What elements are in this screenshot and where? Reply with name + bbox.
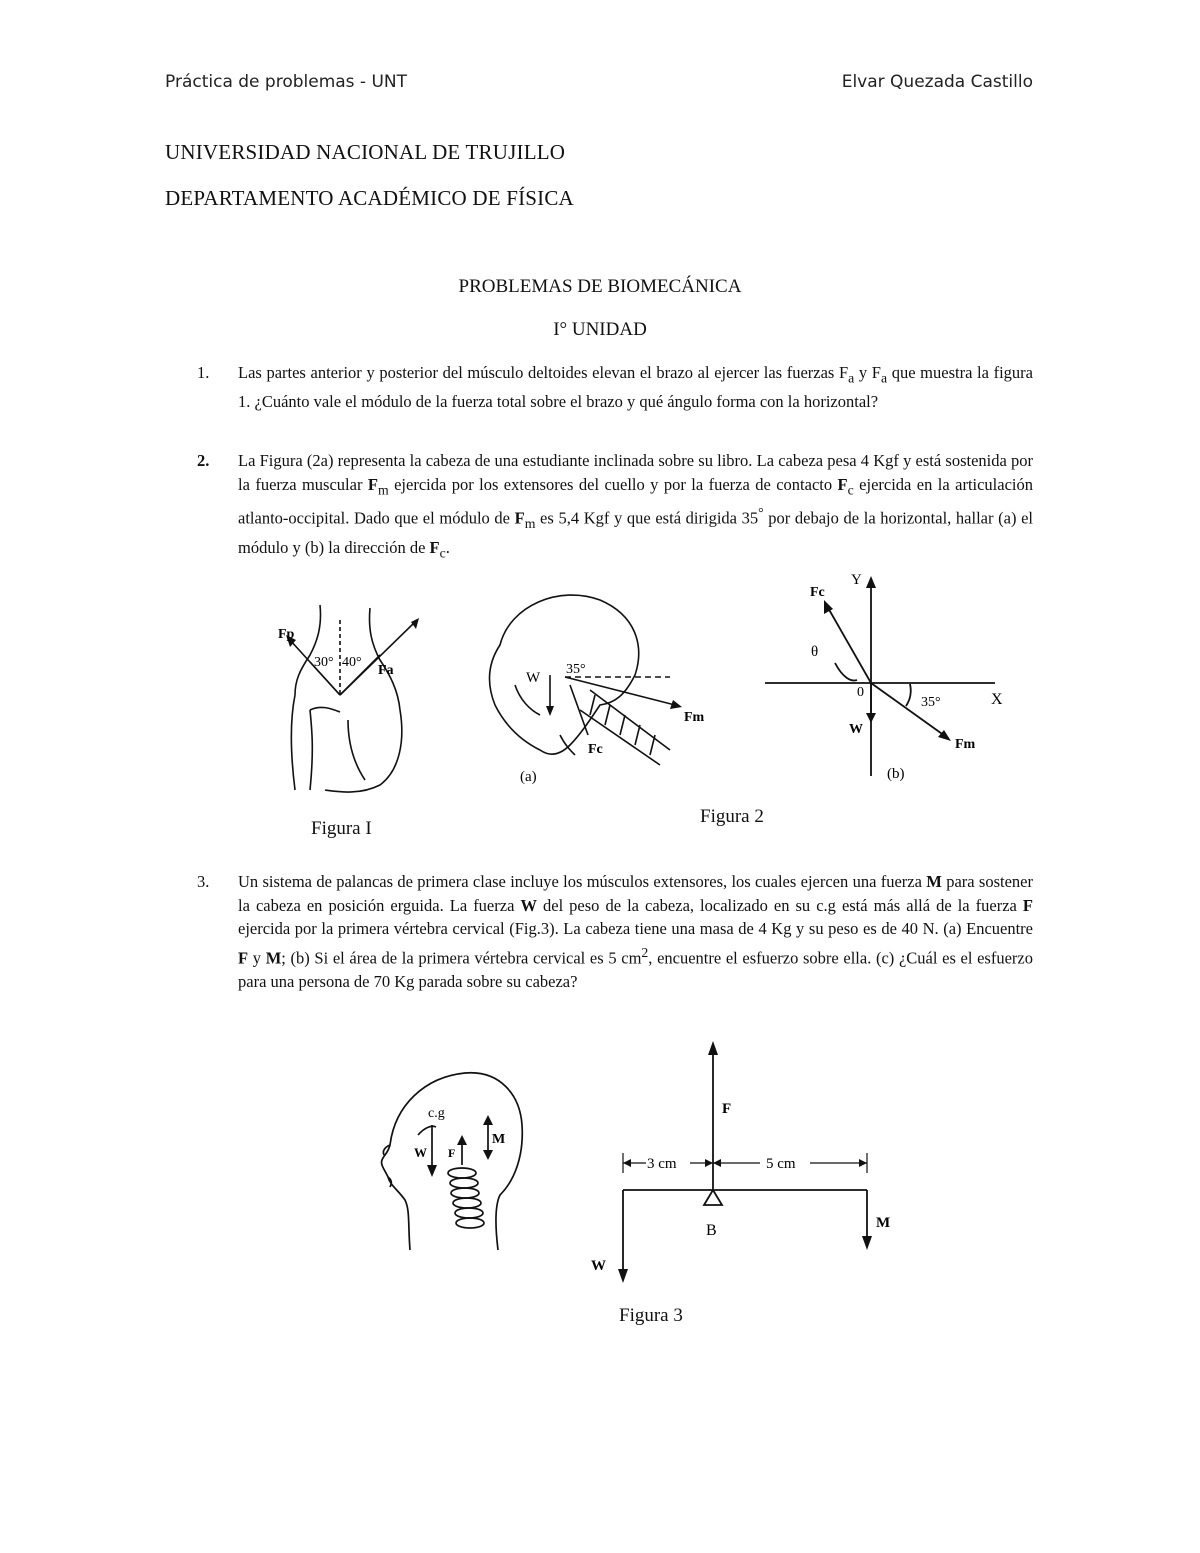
label-theta: θ: [811, 644, 819, 660]
label-fp: Fp: [278, 627, 295, 642]
label-fm: Fm: [684, 710, 705, 725]
label-w: W: [591, 1258, 606, 1274]
label-fa: Fa: [378, 663, 394, 678]
figure-2b-force-diagram: [765, 568, 1015, 783]
problem-2: [165, 449, 1033, 564]
problem-3: [165, 870, 1033, 993]
figure-3-lever-diagram: [580, 1035, 900, 1290]
label-origin: 0: [857, 685, 864, 700]
label-m: M: [492, 1132, 506, 1147]
problem-number: 3.: [197, 872, 210, 891]
label-pivot-b: B: [706, 1222, 717, 1239]
label-fc: Fc: [810, 585, 825, 600]
label-fm: Fm: [955, 737, 976, 752]
header-left: Práctica de problemas - UNT: [165, 72, 408, 92]
label-w: W: [849, 722, 863, 737]
angle-35: 35°: [566, 662, 586, 677]
problem-number: 1.: [197, 363, 210, 382]
distance-3cm: 3 cm: [647, 1156, 677, 1172]
label-a: (a): [520, 769, 537, 785]
figure-3-head-diagram: [370, 1065, 535, 1255]
angle-35: 35°: [921, 695, 941, 710]
problem-1: [165, 361, 1033, 413]
label-f: F: [722, 1101, 732, 1117]
label-w: W: [526, 670, 541, 686]
problem-text: Las partes anterior y posterior del músculo deltoides elevan el brazo al ejercer las fuerzas $F_a$ y $F_a$ que muestra la figura 1. ¿Cuánto vale el módulo de la fuerza total sobre el brazo y qué ángulo forma con la horizontal?: [238, 363, 1033, 411]
figure-2-caption: Figura 2: [700, 806, 764, 827]
label-cg: c.g: [428, 1106, 445, 1121]
problem-number: 2.: [197, 451, 210, 470]
arrow-head-fa: [411, 618, 419, 629]
problem-text: Un sistema de palancas de primera clase incluye los músculos extensores, los cuales ejercen una fuerza M para sostener la cabeza en posición erguida. La fuerza W del peso de la cabeza, localizado en su c.g está más allá de la fuerza F ejercida por la primera vértebra cervical (Fig.3). La cabeza tiene una masa de 4 Kg y su peso es de 40 N. (a) Encuentre F y M; (b) Si el área de la primera vértebra cervical es 5 $cm^2$, encuentre el esfuerzo sobre ella. (c) ¿Cuál es el esfuerzo para una persona de 70 Kg parada sobre su cabeza?: [238, 872, 1033, 991]
label-x: X: [991, 691, 1003, 708]
label-m: M: [876, 1215, 891, 1231]
figure-1-caption: Figura I: [311, 818, 372, 839]
page-title: PROBLEMAS DE BIOMECÁNICA: [458, 276, 742, 297]
label-b: (b): [887, 766, 905, 782]
header-right: Elvar Quezada Castillo: [841, 72, 1033, 92]
label-w: W: [414, 1145, 427, 1160]
angle-40: 40°: [342, 655, 362, 670]
distance-5cm: 5 cm: [766, 1156, 796, 1172]
figure-3-caption: Figura 3: [619, 1305, 683, 1326]
label-y: Y: [851, 572, 862, 588]
angle-30: 30°: [314, 655, 334, 670]
label-fc: Fc: [588, 742, 603, 757]
figure-1-shoulder-diagram: [270, 600, 430, 800]
department-name: DEPARTAMENTO ACADÉMICO DE FÍSICA: [165, 186, 574, 210]
label-f: F: [448, 1146, 456, 1160]
university-name: UNIVERSIDAD NACIONAL DE TRUJILLO: [165, 140, 566, 164]
problem-text: La Figura (2a) representa la cabeza de una estudiante inclinada sobre su libro. La cabeza pesa 4 Kgf y está sostenida por la fuerza muscular $F_m$ ejercida por los extensores del cuello y por la fuerza de contacto $F_c$ ejercida en la articulación atlanto-occipital. Dado que el módulo de $F_m$ es 5,4 Kgf y que está dirigida 35° por debajo de la horizontal, hallar (a) el módulo y (b) la dirección de $F_c$.: [238, 451, 1033, 560]
figure-2a-head-diagram: [470, 585, 720, 795]
unit-title: I° UNIDAD: [553, 319, 647, 340]
